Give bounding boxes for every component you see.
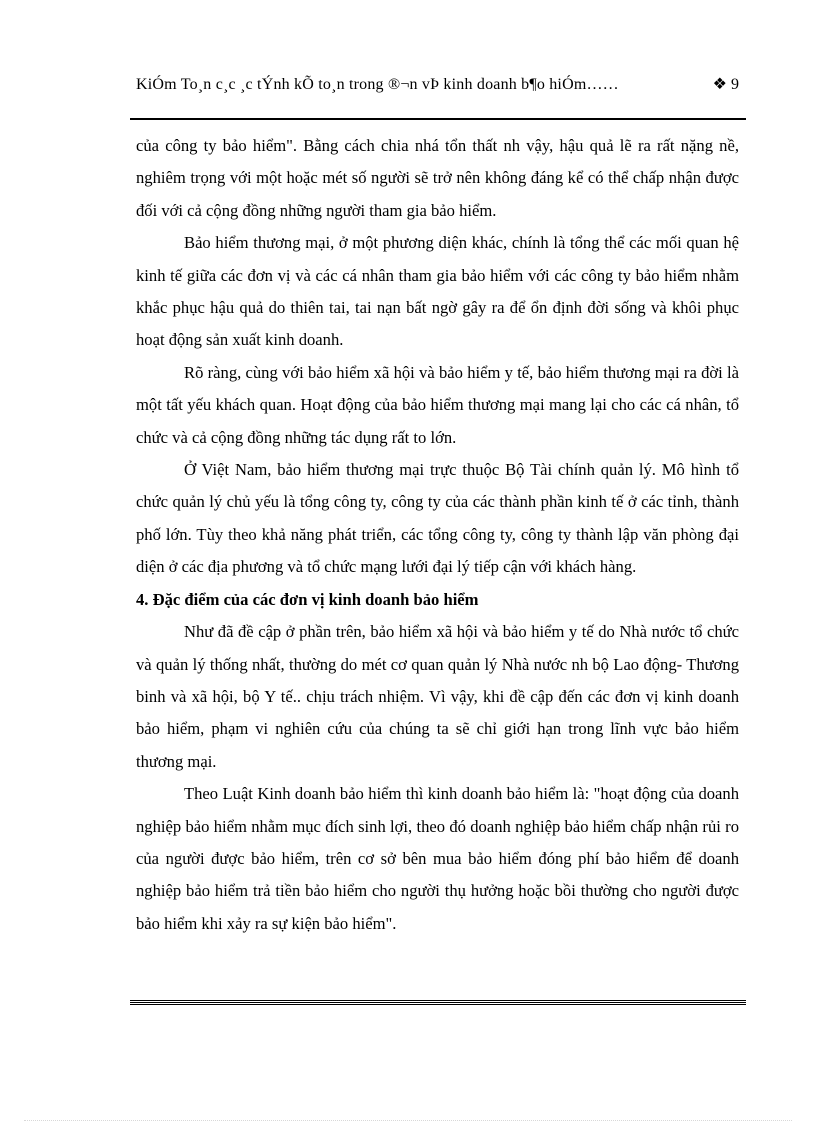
document-body	[136, 130, 739, 940]
paragraph: Theo Luật Kinh doanh bảo hiểm thì kinh doanh bảo hiểm là: "hoạt động của doanh nghiệp bảo hiểm nhằm mục đích sinh lợi, theo đó doanh nghiệp bảo hiểm chấp nhận rủi ro của người được bảo hiểm, trên cơ sở bên mua bảo hiểm đóng phí bảo hiểm để doanh nghiệp bảo hiểm trả tiền bảo hiểm cho người thụ hưởng hoặc bồi thường cho người được bảo hiểm khi xảy ra sự kiện bảo hiểm".	[136, 784, 739, 933]
footer-divider	[130, 1000, 746, 1005]
footer-divider-line	[130, 1002, 746, 1003]
paragraph: Ở Việt Nam, bảo hiểm thương mại trực thuộc Bộ Tài chính quản lý. Mô hình tổ chức quản lý chủ yếu là tổng công ty, công ty của các thành phần kinh tế ở các tỉnh, thành phố lớn. Tùy theo khả năng phát triển, các tổng công ty, công ty thành lập văn phòng đại diện ở các địa phương và tổ chức mạng lưới đại lý tiếp cận với khách hàng.	[136, 460, 739, 577]
page-bottom-edge	[24, 1120, 792, 1121]
paragraph-continuation: của công ty bảo hiểm". Bằng cách chia nhá tổn thất nh vậy, hậu quả lẽ ra rất nặng nề, nghiêm trọng với một hoặc mét số người sẽ trở nên không đáng kể có thể chấp nhận được đối với cả cộng đồng những người tham gia bảo hiểm.	[136, 136, 739, 220]
header-divider	[130, 118, 746, 120]
paragraph: Như đã đề cập ở phần trên, bảo hiểm xã hội và bảo hiểm y tế do Nhà nước tổ chức và quản lý thống nhất, thường do mét cơ quan quản lý Nhà nước nh bộ Lao động- Thương binh và xã hội, bộ Y tế.. chịu trách nhiệm. Vì vậy, khi đề cập đến các đơn vị kinh doanh bảo hiểm, phạm vi nghiên cứu của chúng ta sẽ chỉ giới hạn trong lĩnh vực bảo hiểm thương mại.	[136, 622, 739, 771]
paragraph: Rõ ràng, cùng với bảo hiểm xã hội và bảo hiểm y tế, bảo hiểm thương mại ra đời là một tất yếu khách quan. Hoạt động của bảo hiểm thương mại mang lại cho các cá nhân, tổ chức và cả cộng đồng những tác dụng rất to lớn.	[136, 362, 739, 447]
header-title: KiÓm To¸n c¸c ¸c tÝnh kÕ to¸n trong ®¬n vÞ kinh doanh b¶o hiÓm……	[136, 76, 619, 93]
paragraph: Bảo hiểm thương mại, ở một phương diện khác, chính là tổng thể các mối quan hệ kinh tế giữa các đơn vị và các cá nhân tham gia bảo hiểm với các công ty bảo hiểm nhằm khắc phục hậu quả do thiên tai, tai nạn bất ngờ gây ra để ổn định đời sống và khôi phục hoạt động sản xuất kinh doanh.	[136, 233, 739, 350]
page-number: ❖ 9	[712, 76, 739, 93]
section-heading: 4. Đặc điểm của các đơn vị kinh doanh bảo hiểm	[136, 589, 479, 609]
